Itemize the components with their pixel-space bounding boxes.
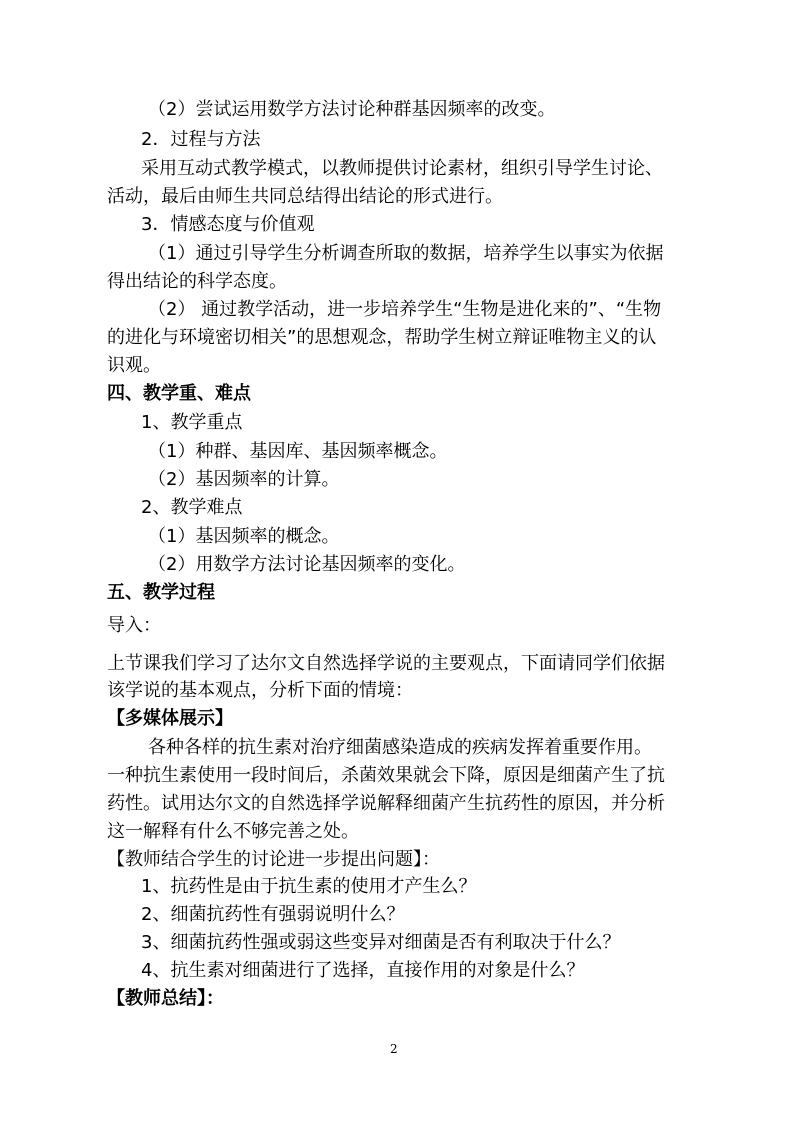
list-item: 1、抗药性是由于抗生素的使用才产生么？: [141, 876, 477, 897]
section-heading: 2．过程与方法: [141, 129, 261, 150]
list-item: （2）用数学方法讨论基因频率的变化。: [148, 554, 466, 575]
text-line: （2）尝试运用数学方法讨论种群基因频率的改变。: [148, 99, 556, 120]
section-heading: 四、教学重、难点: [107, 383, 251, 404]
text-line: 识观。: [107, 355, 161, 376]
text-line: 采用互动式教学模式，以教师提供讨论素材，组织引导学生讨论、: [141, 158, 663, 179]
text-line: 得出结论的科学态度。: [107, 271, 287, 292]
list-item: 3、细菌抗药性强或弱这些变异对细菌是否有利取决于什么？: [141, 932, 621, 953]
text-line: 一种抗生素使用一段时间后，杀菌效果就会下降，原因是细菌产生了抗: [107, 765, 665, 786]
section-heading: 【教师结合学生的讨论进一步提出问题】：: [107, 849, 440, 870]
text-line: 的进化与环境密切相关”的思想观念，帮助学生树立辩证唯物主义的认: [107, 327, 657, 348]
list-item: （2）基因频率的计算。: [148, 469, 340, 490]
section-heading: 五、教学过程: [107, 582, 215, 603]
subsection-heading: 2、教学难点: [141, 497, 243, 518]
list-item: 4、抗生素对细菌进行了选择，直接作用的对象是什么？: [141, 960, 585, 981]
section-heading: 【教师总结】：: [107, 988, 224, 1009]
page-number: 2: [390, 1042, 398, 1056]
list-item: 2、细菌抗药性有强弱说明什么？: [141, 904, 405, 925]
text-line: （2） 通过教学活动，进一步培养学生“生物是进化来的”、“生物: [148, 299, 662, 320]
text-line: 药性。试用达尔文的自然选择学说解释细菌产生抗药性的原因，并分析: [107, 793, 665, 814]
text-line: 上节课我们学习了达尔文自然选择学说的主要观点，下面请同学们依据: [107, 653, 665, 674]
list-item: （1）基因频率的概念。: [148, 526, 340, 547]
section-heading: 3．情感态度与价值观: [141, 214, 315, 235]
text-line: 这一解释有什么不够完善之处。: [107, 821, 359, 842]
text-line: 活动，最后由师生共同总结得出结论的形式进行。: [107, 186, 503, 207]
list-item: （1）种群、基因库、基因频率概念。: [148, 441, 448, 462]
text-line: 各种各样的抗生素对治疗细菌感染造成的疾病发挥着重要作用。: [148, 737, 652, 758]
subsection-heading: 1、教学重点: [141, 412, 243, 433]
section-heading: 【多媒体展示】: [107, 708, 233, 729]
text-line: （1）通过引导学生分析调查所取的数据，培养学生以事实为依据: [148, 243, 664, 264]
text-line: 该学说的基本观点，分析下面的情境：: [107, 680, 413, 701]
text-line: 导入：: [107, 615, 161, 636]
